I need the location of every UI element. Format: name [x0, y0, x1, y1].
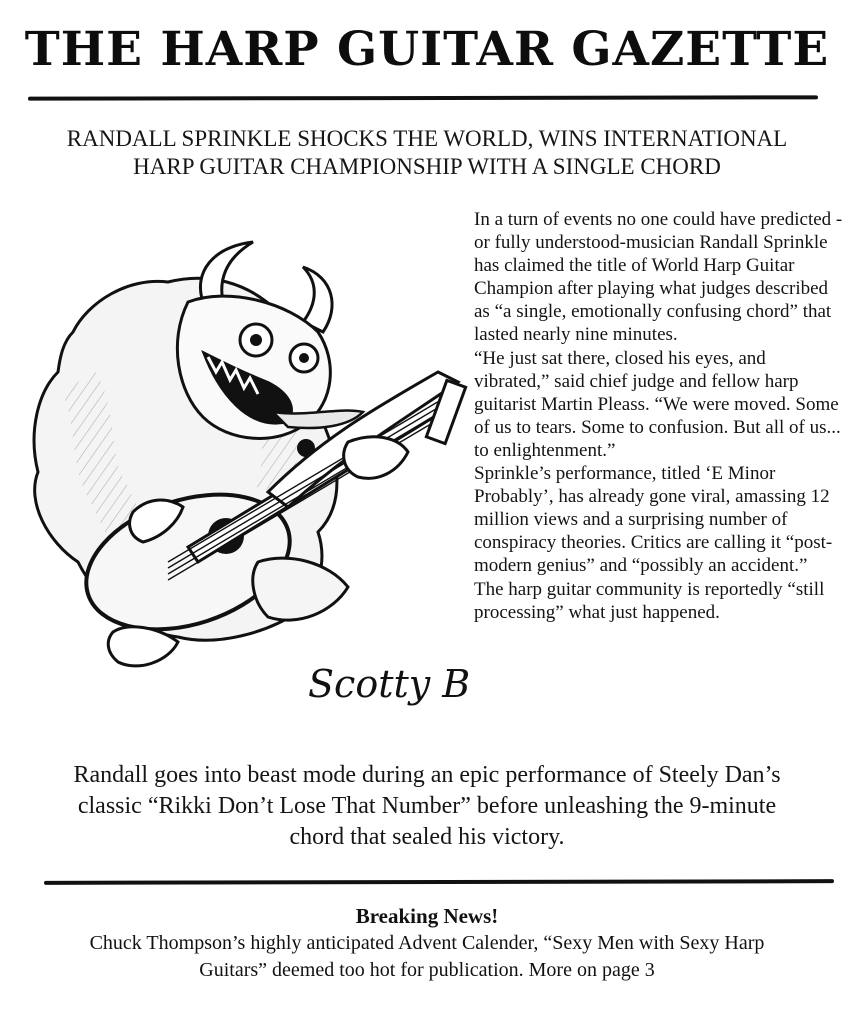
article-paragraph-2: “He just sat there, closed his eyes, and vibrated,” said chief judge and fellow harp guitarist Martin Pleass. “We were moved. Some of us to tears. Some to confusion. But all of us... to enlightenment.”	[474, 347, 841, 461]
masthead-title: THE HARP GUITAR GAZETTE	[24, 22, 830, 77]
breaking-news-body: Chuck Thompson’s highly anticipated Advent Calender, “Sexy Men with Sexy Harp Guitars” deemed too hot for publication. More on page 3	[89, 932, 765, 981]
illustrator-signature: Scotty B	[308, 662, 471, 706]
headline-line-2: HARP GUITAR CHAMPIONSHIP WITH A SINGLE CHORD	[133, 154, 721, 179]
headline	[20, 125, 834, 181]
headline-line-1: RANDALL SPRINKLE SHOCKS THE WORLD, WINS INTERNATIONAL	[66, 126, 788, 151]
section-divider	[44, 879, 834, 885]
monster-harp-guitar-illustration	[18, 232, 473, 712]
illustration-caption: Randall goes into beast mode during an epic performance of Steely Dan’s classic “Rikki Don’t Lose That Number” before unleashing the 9-minute chord that sealed his victory.	[73, 762, 781, 850]
illustration-svg	[18, 232, 473, 712]
breaking-news-title: Breaking News!	[355, 904, 499, 928]
article-paragraph-4: The harp guitar community is reportedly “still processing” what just happened.	[474, 578, 825, 623]
article-paragraph-3: Sprinkle’s performance, titled ‘E Minor Probably’, has already gone viral, amassing 12 million views and a surprising number of conspiracy theories. Critics are calling it “post-modern genius” and “possibly an accident.”	[474, 463, 833, 577]
article-body	[474, 208, 844, 624]
right-foot	[253, 558, 348, 620]
right-hand	[344, 437, 408, 478]
masthead-divider	[28, 95, 818, 100]
article-paragraph-1: In a turn of events no one could have predicted - or fully understood-musician Randall Sprinkle has claimed the title of World Harp Guitar Champion after playing what judges described as “a single, emotionally confusing chord” that lasted nearly nine minutes.	[474, 209, 843, 346]
